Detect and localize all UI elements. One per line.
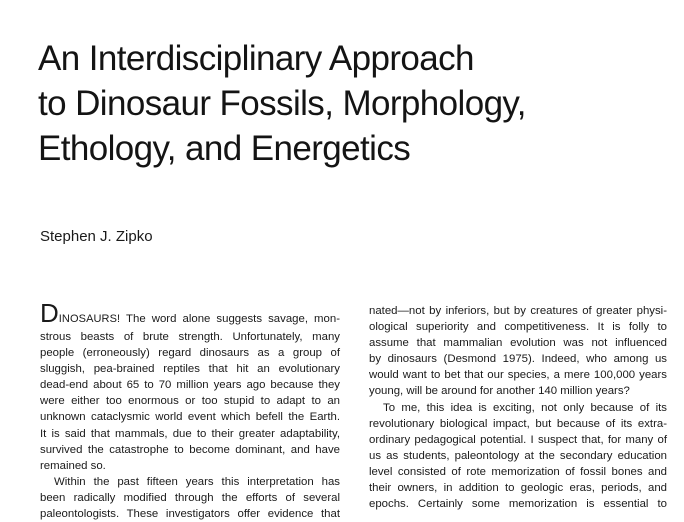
- title-line-3: Ethology, and Energetics: [38, 129, 411, 168]
- first-line-rest: The word alone suggests savage, mon-: [120, 313, 340, 325]
- title-line-1: An Interdisciplinary Approach: [38, 39, 474, 78]
- text-line: strous beasts of brute strength. Unfortunately, many: [40, 331, 340, 343]
- left-column: [40, 298, 340, 522]
- drop-cap: D: [40, 298, 59, 328]
- text-line: were either too enormous or too stupid to adapt to an: [40, 395, 340, 408]
- text-line: remained so.: [40, 459, 106, 472]
- text-line: their owners, in addition to geologic eras, periods, and: [369, 482, 667, 495]
- text-line: ological superiority and competitiveness. It is folly to: [369, 321, 667, 334]
- text-line: paleontologists. These investigators offer evidence that: [40, 508, 340, 521]
- text-line: dead-end about 65 to 70 million years ago because they: [40, 379, 340, 392]
- article-title: [38, 36, 658, 171]
- text-line: by dinosaurs (Desmond 1975). Indeed, who among us: [369, 353, 667, 366]
- first-line: [40, 298, 340, 329]
- text-line: epochs. Certainly some memorization is essential to: [369, 498, 667, 511]
- text-line: us as students, paleontology at the secondary education: [369, 449, 667, 462]
- first-word: INOSAURS!: [58, 313, 121, 325]
- author-name: Stephen J. Zipko: [40, 228, 153, 245]
- text-line: Within the past fifteen years this interpretation has: [54, 475, 340, 488]
- text-line: revolutionary biological impact, but because of its extra-: [369, 417, 667, 430]
- text-line: ordinary pedagogical potential. I suspect that, for many of: [369, 433, 667, 446]
- text-line: nated—not by inferiors, but by creatures of greater physi-: [369, 305, 667, 317]
- text-line: would want to bet that our species, a mere 100,000 years: [369, 369, 667, 382]
- right-column: [369, 303, 667, 512]
- text-line: level consisted of rote memorization of fossil bones and: [369, 465, 667, 478]
- text-line: survived the catastrophe to become dominant, and have: [40, 443, 340, 456]
- text-line: people (erroneously) regard dinosaurs as a group of: [40, 347, 340, 360]
- text-line: assume that mammalian evolution was not influenced: [369, 337, 667, 350]
- text-line: unknown cataclysmic world event which befell the Earth.: [40, 411, 340, 424]
- text-line: sluggish, pea-brained reptiles that hit an evolutionary: [40, 363, 340, 376]
- text-line: To me, this idea is exciting, not only because of its: [383, 401, 667, 414]
- title-line-2: to Dinosaur Fossils, Morphology,: [38, 84, 526, 123]
- text-line: It is said that mammals, due to their greater adaptability,: [40, 427, 340, 440]
- text-line: young, will be around for another 140 million years?: [369, 385, 630, 398]
- text-line: been radically modified through the efforts of several: [40, 491, 340, 504]
